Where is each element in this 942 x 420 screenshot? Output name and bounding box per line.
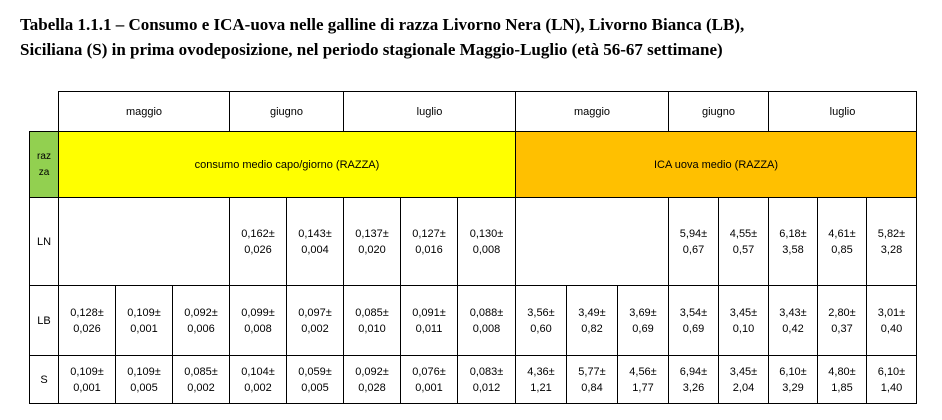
mean-value: 0,127±: [412, 227, 446, 240]
ica-value-cell: [818, 286, 867, 356]
mean-value: 0,088±: [469, 306, 504, 319]
ica-value-cell: [769, 286, 818, 356]
sd-value: 3,58: [782, 243, 804, 256]
mean-value: 0,097±: [298, 306, 332, 319]
ica-value-cell: [867, 356, 917, 404]
ica-value-cell: [516, 356, 567, 404]
month-header-row: [30, 92, 917, 132]
month-header: maggio: [516, 92, 669, 132]
consumo-value-cell: [230, 198, 287, 286]
sd-value: 0,002: [301, 322, 329, 335]
month-header: luglio: [769, 92, 917, 132]
sd-value: 0,67: [682, 243, 705, 256]
mean-value: 0,076±: [412, 365, 446, 378]
sd-value: 0,002: [187, 381, 215, 394]
razza-label-line-2: za: [38, 166, 50, 178]
mean-value: 0,091±: [412, 306, 446, 319]
sd-value: 3,29: [782, 381, 804, 394]
sd-value: 0,85: [831, 243, 853, 256]
ica-value-cell: [618, 356, 669, 404]
ica-group-header: ICA uova medio (RAZZA): [516, 132, 917, 198]
ica-value-cell: [618, 286, 669, 356]
sd-value: 0,008: [244, 322, 272, 335]
sd-value: 0,60: [530, 322, 552, 335]
month-header: maggio: [59, 92, 230, 132]
sd-value: 0,020: [358, 243, 386, 256]
table-row: [30, 198, 917, 286]
sd-value: 0,008: [472, 322, 501, 335]
mean-value: 3,69±: [629, 306, 657, 319]
razza-label-line-1: raz: [37, 150, 51, 162]
row-label: S: [30, 356, 59, 404]
consumo-value-cell: [116, 356, 173, 404]
sd-value: 0,001: [130, 322, 158, 335]
mean-value: 0,085±: [355, 306, 389, 319]
mean-value: 3,49±: [578, 306, 606, 319]
mean-value: 2,80±: [828, 306, 856, 319]
mean-value: 0,092±: [184, 306, 218, 319]
mean-value: 3,45±: [729, 365, 758, 378]
ica-value-cell: [769, 198, 818, 286]
consumo-value-cell: [59, 286, 116, 356]
sd-value: 0,42: [782, 322, 804, 335]
mean-value: 6,94±: [679, 365, 708, 378]
razza-label-cell: [30, 132, 59, 198]
ica-value-cell: [516, 286, 567, 356]
sd-value: 3,26: [682, 381, 705, 394]
sd-value: 0,028: [358, 381, 386, 394]
mean-value: 6,10±: [779, 365, 807, 378]
sd-value: 0,008: [472, 243, 501, 256]
sd-value: 3,28: [880, 243, 903, 256]
mean-value: 4,56±: [629, 365, 657, 378]
consumo-value-cell: [230, 286, 287, 356]
table-row: [30, 356, 917, 404]
consumo-value-cell: [458, 286, 516, 356]
sd-value: 0,69: [632, 322, 654, 335]
consumo-value-cell: [344, 286, 401, 356]
sd-value: 1,77: [632, 381, 654, 394]
mean-value: 0,109±: [70, 365, 104, 378]
mean-value: 0,109±: [127, 365, 161, 378]
mean-value: 6,18±: [779, 227, 807, 240]
sd-value: 0,82: [581, 322, 603, 335]
sd-value: 1,40: [880, 381, 903, 394]
ica-value-cell: [669, 286, 719, 356]
consumo-value-cell: [458, 356, 516, 404]
mean-value: 0,059±: [298, 365, 332, 378]
mean-value: 5,77±: [578, 365, 606, 378]
sd-value: 0,001: [415, 381, 443, 394]
mean-value: 4,36±: [527, 365, 555, 378]
consumo-value-cell: [287, 286, 344, 356]
mean-value: 0,083±: [469, 365, 504, 378]
consumo-value-cell: [230, 356, 287, 404]
sd-value: 0,006: [187, 322, 215, 335]
consumo-value-cell: [287, 356, 344, 404]
mean-value: 0,137±: [355, 227, 389, 240]
month-header: giugno: [669, 92, 769, 132]
sd-value: 0,012: [472, 381, 501, 394]
mean-value: 5,94±: [679, 227, 708, 240]
sd-value: 0,37: [831, 322, 853, 335]
consumo-value-cell: [401, 286, 458, 356]
row-label: LN: [30, 198, 59, 286]
mean-value: 0,104±: [241, 365, 275, 378]
table-row: [30, 286, 917, 356]
mean-value: 5,82±: [877, 227, 906, 240]
sd-value: 0,004: [301, 243, 329, 256]
data-table: [29, 91, 917, 404]
consumo-value-cell: [287, 198, 344, 286]
sd-value: 0,026: [244, 243, 272, 256]
mean-value: 0,109±: [127, 306, 161, 319]
mean-value: 0,143±: [298, 227, 332, 240]
sd-value: 0,40: [880, 322, 903, 335]
mean-value: 3,54±: [679, 306, 708, 319]
mean-value: 0,099±: [241, 306, 275, 319]
mean-value: 0,130±: [469, 227, 504, 240]
ica-value-cell: [719, 356, 769, 404]
sd-value: 0,002: [244, 381, 272, 394]
ica-value-cell: [818, 356, 867, 404]
consumo-value-cell: [116, 286, 173, 356]
sd-value: 0,016: [415, 243, 443, 256]
mean-value: 3,56±: [527, 306, 555, 319]
ica-value-cell: [567, 286, 618, 356]
consumo-value-cell: [458, 198, 516, 286]
sd-value: 0,001: [73, 381, 101, 394]
mean-value: 3,43±: [779, 306, 807, 319]
table-caption: [20, 12, 930, 62]
sd-value: 0,011: [415, 322, 443, 335]
empty-cell: [59, 198, 230, 286]
mean-value: 4,80±: [828, 365, 856, 378]
sd-value: 0,026: [73, 322, 101, 335]
group-header-row: [30, 132, 917, 198]
sd-value: 0,69: [682, 322, 705, 335]
ica-value-cell: [567, 356, 618, 404]
consumo-value-cell: [344, 198, 401, 286]
sd-value: 1,21: [530, 381, 552, 394]
month-header: giugno: [230, 92, 344, 132]
mean-value: 0,128±: [70, 306, 104, 319]
consumo-value-cell: [401, 356, 458, 404]
sd-value: 0,57: [732, 243, 755, 256]
row-label: LB: [30, 286, 59, 356]
ica-value-cell: [769, 356, 818, 404]
mean-value: 4,61±: [828, 227, 856, 240]
month-header: luglio: [344, 92, 516, 132]
consumo-value-cell: [401, 198, 458, 286]
mean-value: 6,10±: [877, 365, 906, 378]
sd-value: 0,005: [130, 381, 158, 394]
sd-value: 0,84: [581, 381, 603, 394]
ica-value-cell: [867, 198, 917, 286]
mean-value: 4,55±: [729, 227, 758, 240]
sd-value: 0,10: [732, 322, 755, 335]
consumo-value-cell: [59, 356, 116, 404]
ica-value-cell: [719, 198, 769, 286]
mean-value: 3,45±: [729, 306, 758, 319]
sd-value: 0,010: [358, 322, 386, 335]
sd-value: 2,04: [732, 381, 755, 394]
corner-cell: [30, 92, 59, 132]
empty-cell: [516, 198, 669, 286]
mean-value: 0,092±: [355, 365, 389, 378]
mean-value: 0,162±: [241, 227, 275, 240]
mean-value: 3,01±: [877, 306, 906, 319]
consumo-value-cell: [344, 356, 401, 404]
caption-line-2: Siciliana (S) in prima ovodeposizione, nel periodo stagionale Maggio-Luglio (età 56-67 settimane): [20, 40, 723, 59]
ica-value-cell: [669, 356, 719, 404]
sd-value: 0,005: [301, 381, 329, 394]
consumo-value-cell: [173, 356, 230, 404]
consumo-value-cell: [173, 286, 230, 356]
ica-value-cell: [867, 286, 917, 356]
consumo-group-header: consumo medio capo/giorno (RAZZA): [59, 132, 516, 198]
mean-value: 0,085±: [184, 365, 218, 378]
ica-value-cell: [669, 198, 719, 286]
sd-value: 1,85: [831, 381, 853, 394]
ica-value-cell: [818, 198, 867, 286]
caption-line-1: Tabella 1.1.1 – Consumo e ICA-uova nelle galline di razza Livorno Nera (LN), Livorno Bianca (LB),: [20, 15, 745, 34]
ica-value-cell: [719, 286, 769, 356]
